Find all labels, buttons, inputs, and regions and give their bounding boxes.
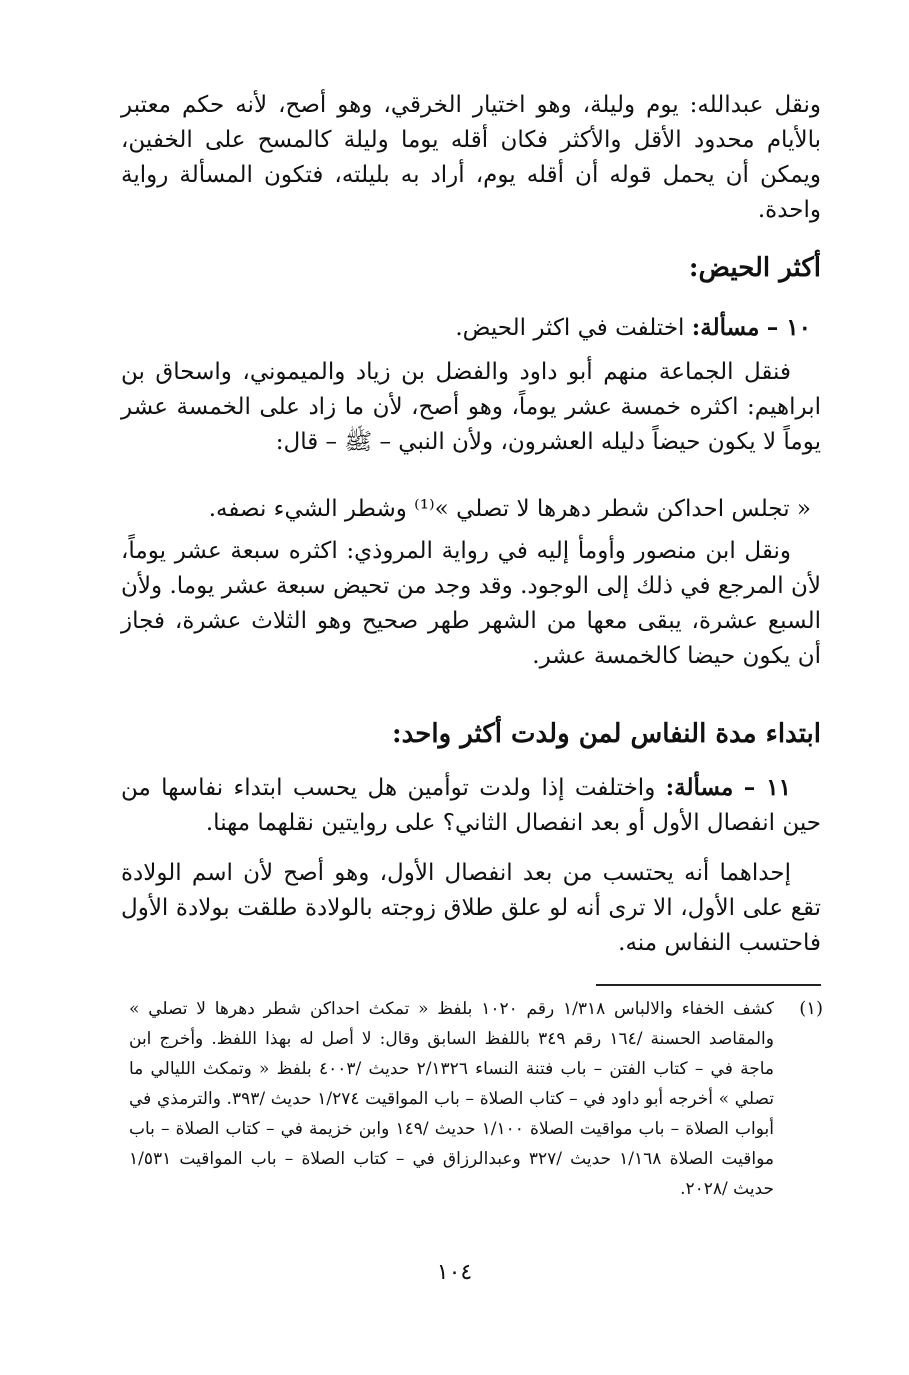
paragraph-first-narration: إحداهما أنه يحتسب من بعد انفصال الأول، وهو أصح لأن اسم الولادة تقع على الأول، الا ترى أنه لو علق طلاق زوجته بالولادة طلقت بولادة الأول فاحتسب النفاس منه. xyxy=(121,860,821,956)
issue-label: مسألة: xyxy=(665,774,734,801)
intro-paragraph: ونقل عبدالله: يوم وليلة، وهو اختيار الخرقي، وهو أصح، لأنه حكم معتبر بالأيام محدود الأقل والأكثر فكان أقله يوما وليلة كالمسح على الخفين، ويمكن أن يحمل قوله أن أقله يوم، أراد به بليلته، فتكون المسألة رواية واحدة. xyxy=(121,92,821,223)
page-number: ١٠٤ xyxy=(436,1260,473,1285)
section-heading-max-menstruation: أكثر الحيض: xyxy=(688,253,821,283)
footnote-separator xyxy=(596,984,821,986)
section-heading-postpartum: ابتداء مدة النفاس لمن ولدت أكثر واحد: xyxy=(392,719,821,749)
issue-text: اختلفت في اكثر الحيض. xyxy=(455,315,685,341)
issue-text: واختلفت إذا ولدت توأمين هل يحسب ابتداء نفاسها من حين انفصال الأول أو بعد انفصال الثاني؟ على روايتين نقلهما مهنا. xyxy=(121,775,821,836)
paragraph-ibn-mansour: ونقل ابن منصور وأومأ إليه في رواية المروذي: اكثره سبعة عشر يوماً، لأن المرجع في ذلك إلى الوجود. وقد وجد من تحيض سبعة عشر يوما. ولأن السبع عشرة، يبقى معها من الشهر طهر صحيح وهو الثلاث عشرة، فجاز أن يكون حيضا كالخمسة عشر. xyxy=(121,538,821,669)
issue-number: ١٠ – xyxy=(766,314,811,341)
footnote-marker: (١) xyxy=(799,998,823,1019)
issue-number: ١١ – xyxy=(743,774,791,801)
footnote-text: كشف الخفاء والالباس ١/٣١٨ رقم ١٠٢٠ بلفظ « تمكث احداكن شطر دهرها لا تصلي » والمقاصد الحسنة /١٦٤ رقم ٣٤٩ باللفظ السابق وقال: لا أصل له بهذا اللفظ. وأخرج ابن ماجة في – كتاب الفتن – باب فتنة النساء ٢/١٣٢٦ حديث /٤٠٠٣ بلفظ « وتمكث الليالي ما تصلي » أخرجه أبو داود في – كتاب الصلاة – باب المواقيت ١/٢٧٤ حديث /٣٩٣. والترمذي في أبواب الصلاة – باب مواقيت الصلاة ١/١٠٠ حديث /١٤٩ وابن خزيمة في – كتاب الصلاة – باب مواقيت الصلاة ١/١٦٨ حديث /٣٢٧ وعبدالرزاق في – كتاب الصلاة – باب المواقيت ١/٥٣١ حديث /٢٠٢٨. xyxy=(129,999,774,1199)
paragraph-group-narration: فنقل الجماعة منهم أبو داود والفضل بن زياد والميموني، واسحاق بن ابراهيم: اكثره خمسة عشر يوماً، وهو أصح، لأن ما زاد على الخمسة عشر يوماً لا يكون حيضاً دليله العشرون، ولأن النبي – ﷺ – قال: xyxy=(121,359,821,455)
hadith-quote: « تجلس احداكن شطر دهرها لا تصلي »⁽¹⁾ وشطر الشيء نصفه. xyxy=(208,496,811,522)
issue-label: مسألة: xyxy=(691,314,760,341)
issue-11 xyxy=(121,770,821,841)
issue-10 xyxy=(121,310,821,346)
